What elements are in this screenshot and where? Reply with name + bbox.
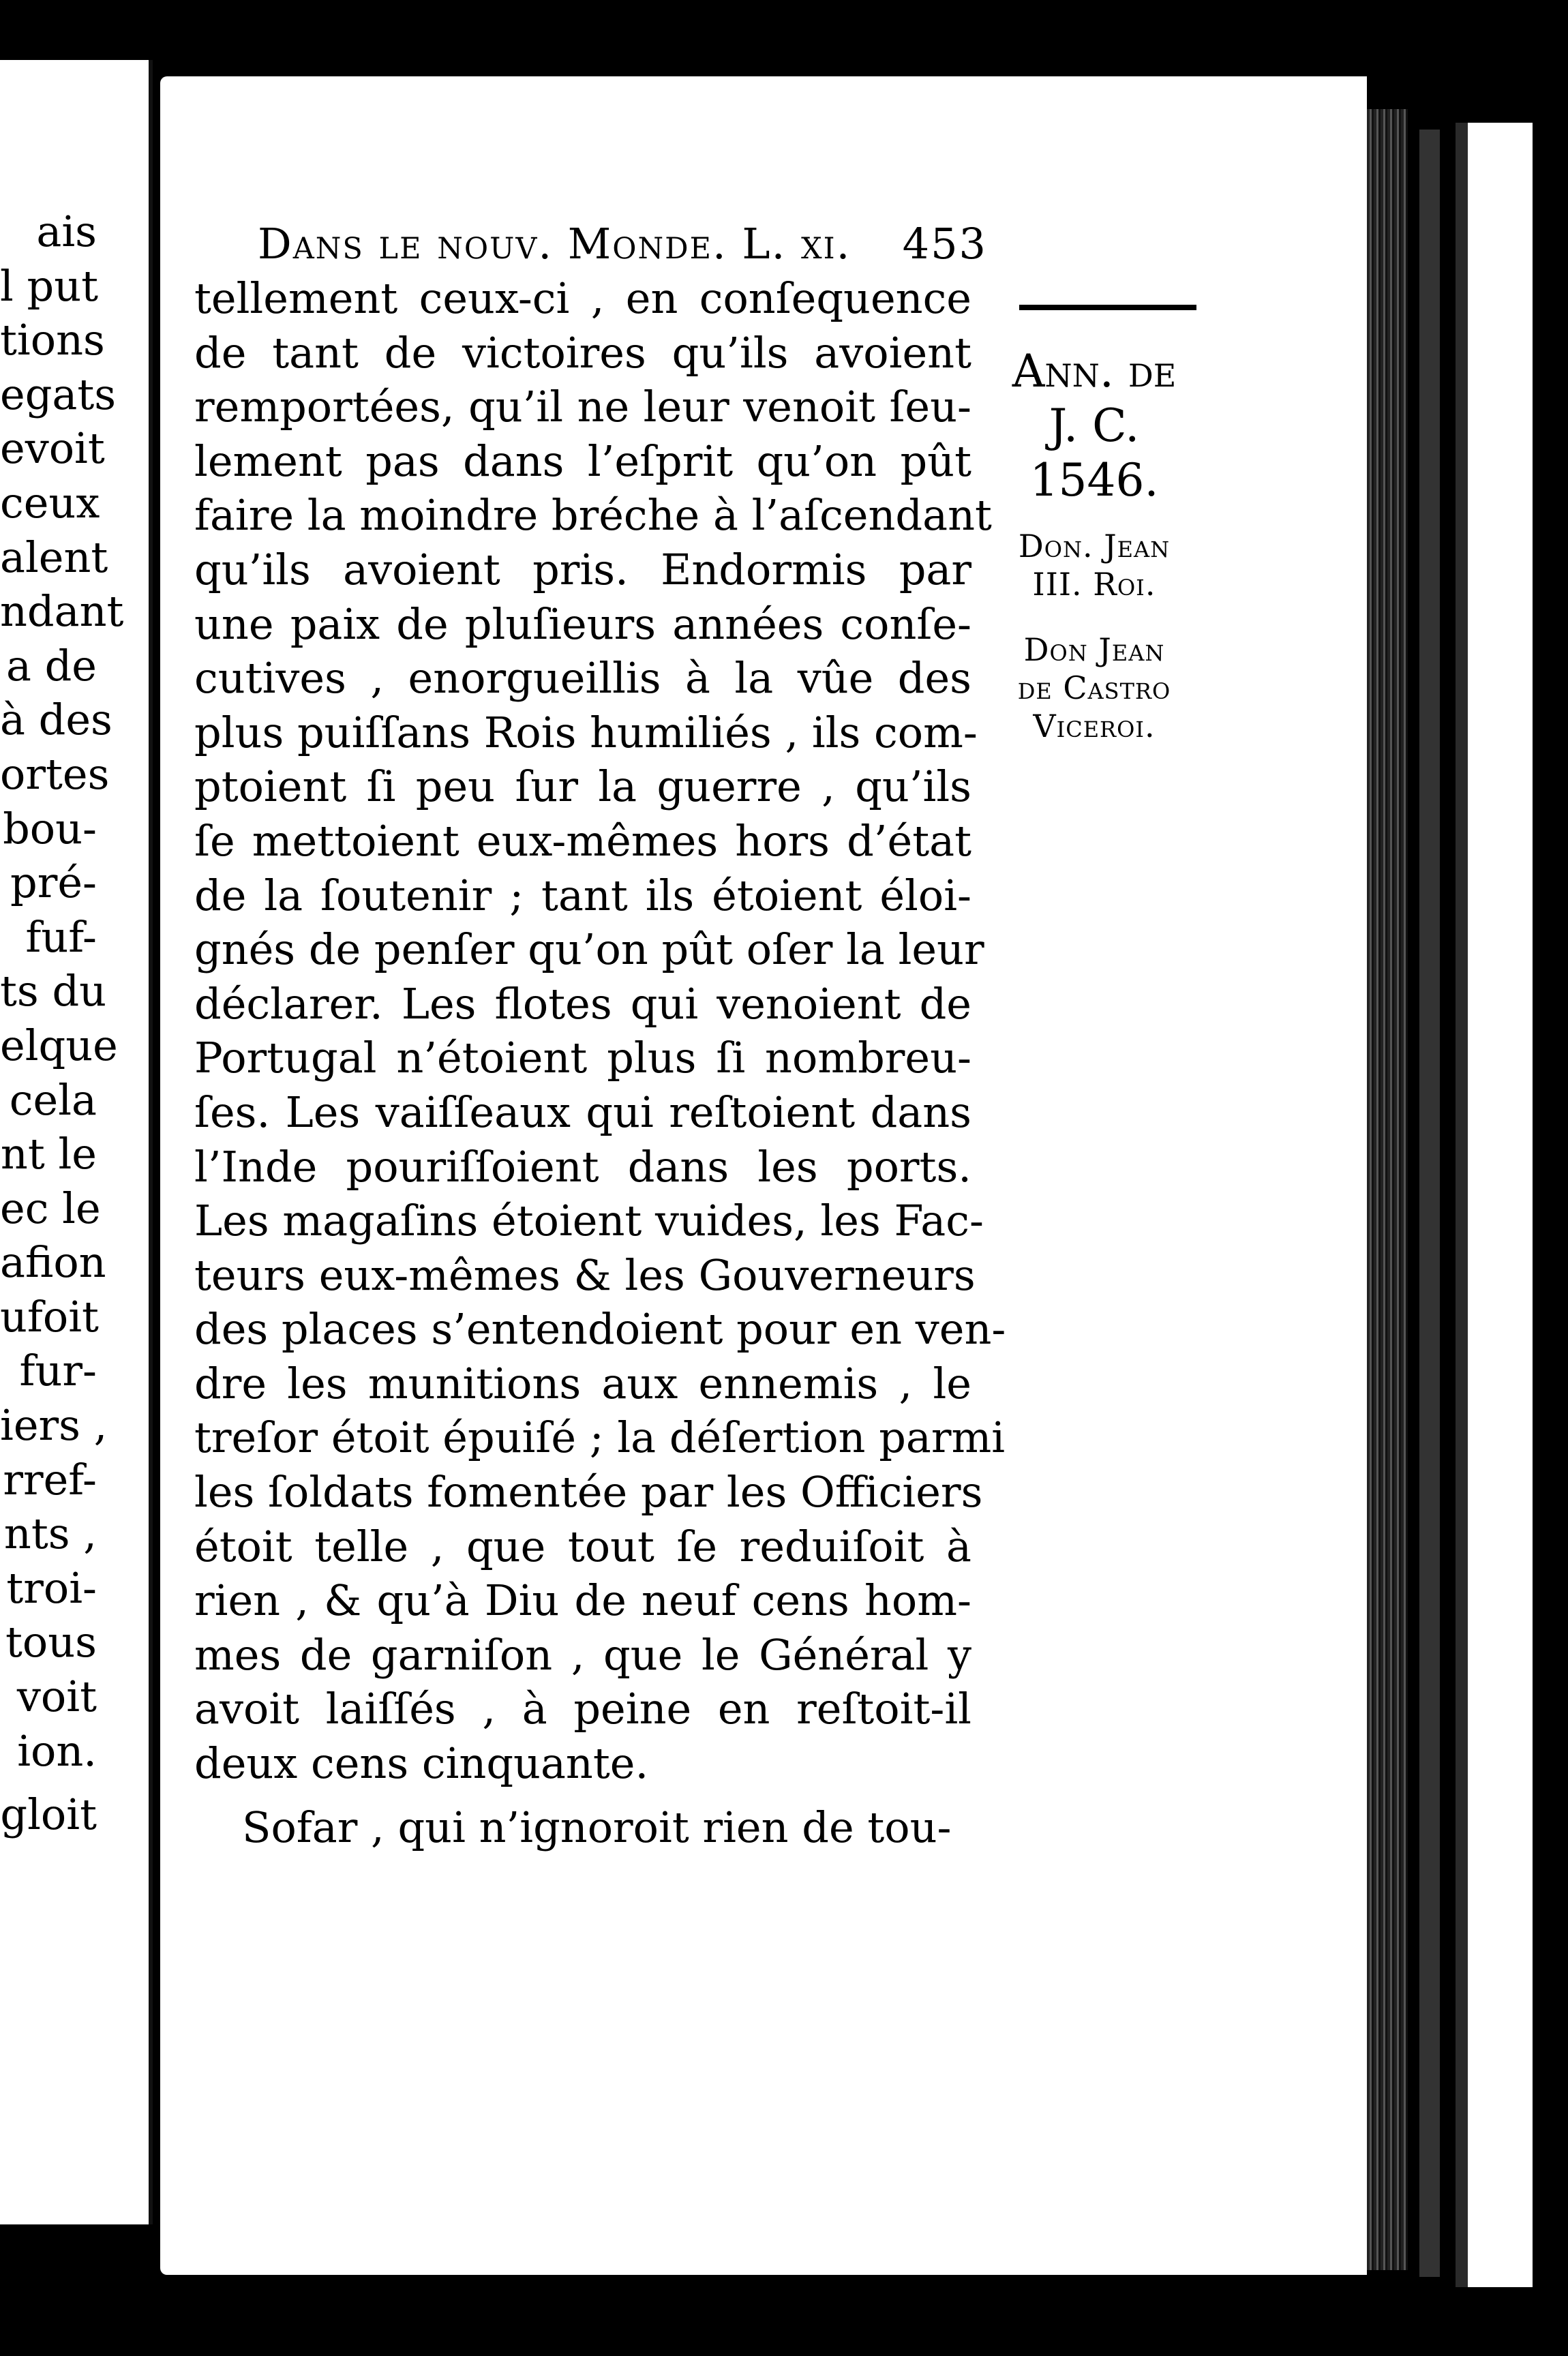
text-line: avoit laiſſés , à peine en reſtoit-il: [194, 1684, 971, 1734]
text-line: faire la moindre bréche à l’aſcendant: [194, 490, 992, 541]
margin-note-era: J. C.: [1049, 399, 1140, 452]
facing-page-fragment: evoit: [0, 423, 105, 474]
running-head-title: Dans le nouv. Monde. L. xi.: [258, 219, 851, 269]
text-line: des places s’entendoient pour en ven-: [194, 1304, 1006, 1355]
text-line: Portugal n’étoient plus ſi nombreu-: [194, 1033, 971, 1083]
facing-page-fragment: a de: [5, 640, 97, 691]
margin-note-king-name: Don. Jean: [1018, 528, 1171, 564]
text-line: dre les munitions aux ennemis , le: [194, 1358, 971, 1408]
text-line: ptoient ſi peu ſur la guerre , qu’ils: [194, 761, 971, 812]
facing-page-fragment: alent: [0, 532, 108, 582]
text-line: Les magaſins étoient vuides, les Fac-: [194, 1196, 984, 1246]
margin-note-viceroy-name: Don Jean: [1023, 631, 1165, 668]
facing-page-fragment: tions: [0, 315, 105, 365]
text-line: remportées, qu’il ne leur venoit ſeu-: [194, 382, 971, 432]
text-line: tellement ceux-ci , en conſequence: [194, 273, 971, 323]
text-line: les ſoldats fomentée par les Officiers: [194, 1467, 983, 1517]
facing-page-fragment: troi-: [6, 1562, 97, 1613]
facing-page-fragment: ufoit: [0, 1291, 99, 1342]
facing-page-fragment: gloit: [0, 1789, 97, 1840]
facing-page-fragment: voit: [16, 1672, 97, 1722]
facing-page-fragment: fur-: [19, 1346, 97, 1396]
facing-page-fragment: nt le: [0, 1129, 97, 1179]
margin-note-king-title: III. Roi.: [1032, 566, 1156, 603]
facing-page-fragment: nts ,: [3, 1509, 97, 1559]
back-cover-edge: [1456, 123, 1533, 2287]
margin-notes: [989, 344, 1200, 745]
margin-note-year-label: Ann. de: [1012, 345, 1177, 397]
margin-note-year: 1546.: [1029, 454, 1159, 507]
facing-page-fragment: ortes: [0, 749, 110, 799]
text-line: lement pas dans l’eſprit qu’on pût: [194, 436, 971, 486]
page-edges: [1367, 109, 1408, 2270]
text-line: déclarer. Les flotes qui venoient de: [194, 978, 971, 1029]
text-line: qu’ils avoient pris. Endormis par: [194, 544, 971, 594]
text-line: cutives , enorgueillis à la vûe des: [194, 653, 971, 704]
text-line: de tant de victoires qu’ils avoient: [194, 327, 971, 378]
facing-page-fragment: iers ,: [0, 1400, 108, 1451]
running-head: [258, 217, 987, 271]
text-line: Sofar , qui n’ignoroit rien de tou-: [242, 1802, 952, 1852]
text-line: teurs eux-mêmes & les Gouverneurs: [194, 1250, 976, 1300]
facing-page-fragment: cela: [9, 1074, 97, 1125]
facing-page-fragment: ts du: [0, 966, 107, 1016]
facing-page-fragment: ceux: [0, 477, 100, 528]
text-line: treſor étoit épuiſé ; la déſertion parmi: [194, 1413, 1006, 1463]
facing-page-fragment: l put: [0, 260, 99, 311]
facing-page-fragment: fuf-: [25, 911, 97, 962]
page-edges-inner: [1419, 130, 1440, 2277]
facing-page-fragment: ais: [36, 207, 97, 256]
margin-rule: [1019, 305, 1196, 310]
facing-page-fragment: bou-: [3, 803, 97, 854]
facing-page-fragment: pré-: [10, 858, 97, 908]
text-line: rien , & qu’à Diu de neuf cens hom-: [194, 1575, 971, 1626]
facing-page-fragment: ec le: [0, 1183, 101, 1233]
facing-page-fragment: ndant: [0, 586, 124, 637]
facing-page-fragment: afion: [0, 1237, 106, 1288]
text-line: mes de garniſon , que le Général y: [194, 1629, 971, 1680]
page-number: 453: [902, 219, 987, 269]
facing-page-fragment: à des: [0, 695, 112, 745]
text-line: gnés de penſer qu’on pût oſer la leur: [194, 924, 984, 975]
facing-page-fragment: rref-: [3, 1454, 97, 1505]
text-line: l’Inde pouriſſoient dans les ports.: [194, 1141, 971, 1192]
facing-page-fragment: elque: [0, 1020, 118, 1070]
text-line: deux cens cinquante.: [194, 1738, 649, 1789]
facing-page-fragment: egats: [0, 369, 117, 419]
text-line: de la ſoutenir ; tant ils étoient éloi-: [194, 870, 971, 920]
text-line: une paix de pluſieurs années conſe-: [194, 599, 971, 649]
text-line: étoit telle , que tout ſe reduiſoit à: [194, 1521, 971, 1571]
body-text: [194, 271, 1006, 1854]
margin-note-viceroy-family: de Castro: [1017, 669, 1171, 706]
facing-page-text: [0, 205, 136, 1842]
margin-note-viceroy-title: Viceroi.: [1033, 708, 1156, 744]
facing-page-fragment: ion.: [17, 1725, 97, 1776]
text-line: ſes. Les vaiſſeaux qui reſtoient dans: [194, 1087, 971, 1137]
facing-page-fragment: tous: [5, 1617, 97, 1667]
text-line: plus puiſſans Rois humiliés , ils com-: [194, 707, 978, 757]
text-line: ſe mettoient eux-mêmes hors d’état: [194, 815, 971, 866]
